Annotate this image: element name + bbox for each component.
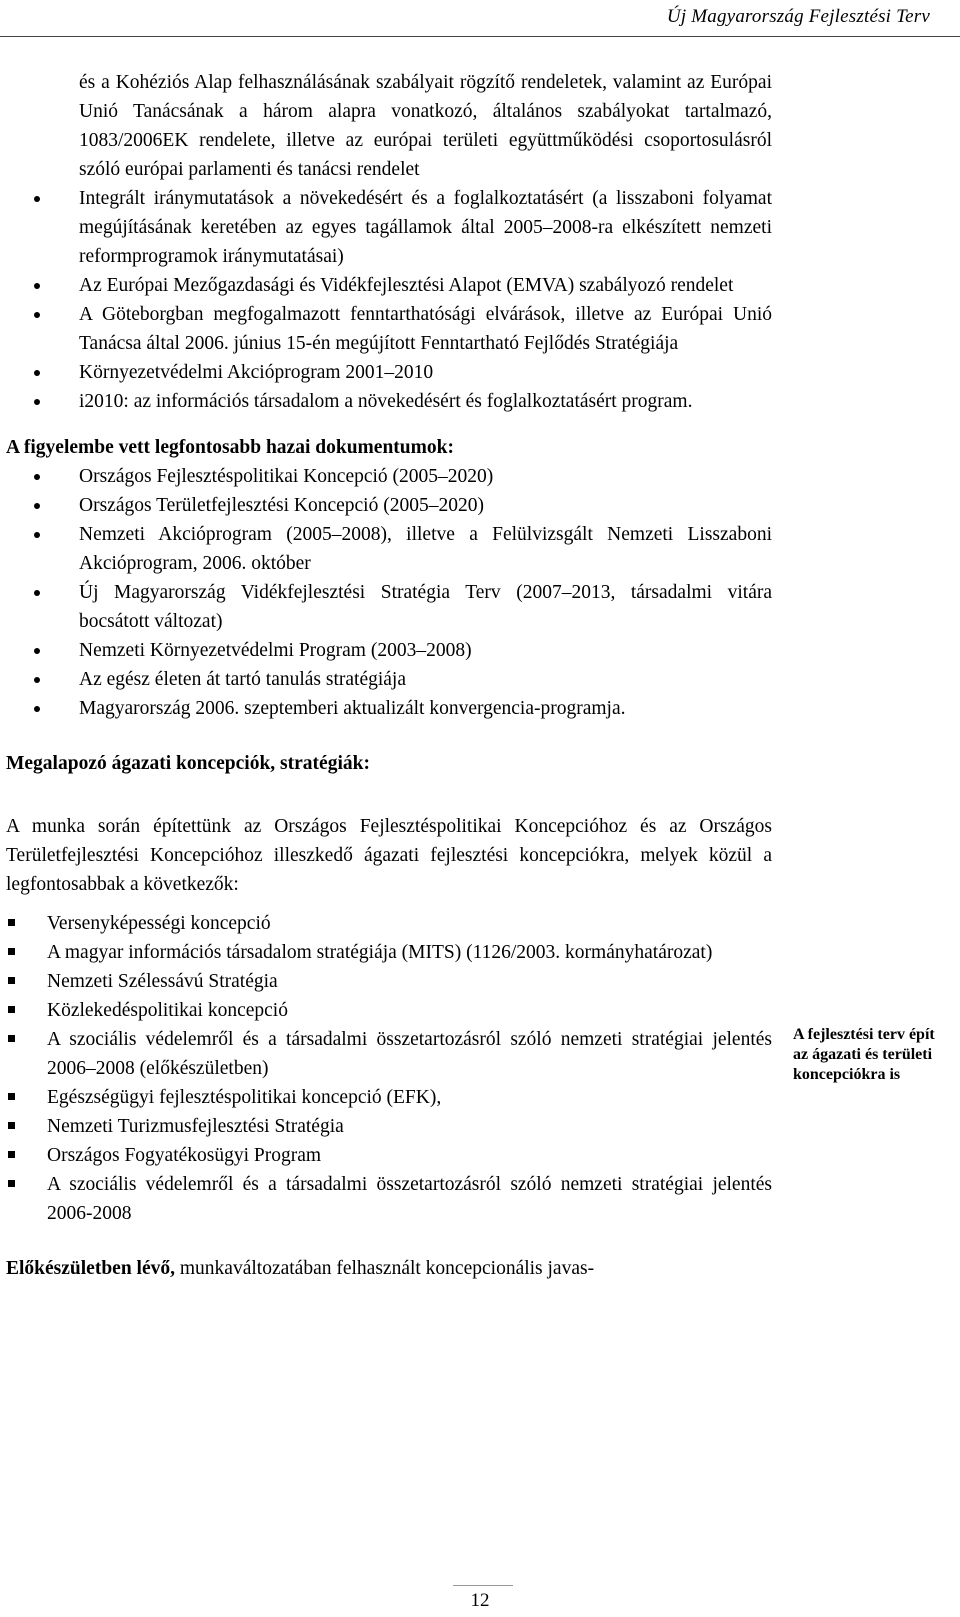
list-item: Az egész életen át tartó tanulás stratégiája <box>6 665 772 694</box>
list-item: Nemzeti Környezetvédelmi Program (2003–2008) <box>6 636 772 665</box>
list-item: Országos Területfejlesztési Koncepció (2005–2020) <box>6 491 772 520</box>
list-item: A szociális védelemről és a társadalmi összetartozásról szóló nemzeti stratégiai jelentés 2006-2008 <box>6 1170 772 1228</box>
list-item: Magyarország 2006. szeptemberi aktualizált konvergencia-programja. <box>6 694 772 723</box>
margin-note: A fejlesztési terv épít az ágazati és területi koncepciókra is <box>793 1026 935 1083</box>
list-item: Országos Fejlesztéspolitikai Koncepció (2005–2020) <box>6 462 772 491</box>
list-item: Az Európai Mezőgazdasági és Vidékfejlesztési Alapot (EMVA) szabályozó rendelet <box>6 271 772 300</box>
page-number: 12 <box>470 1590 490 1611</box>
domestic-heading: A figyelembe vett legfontosabb hazai dokumentumok: <box>6 437 454 458</box>
document-title: Új Magyarország Fejlesztési Terv <box>666 6 930 27</box>
closing-paragraph <box>6 1254 772 1283</box>
list-item: A Göteborgban megfogalmazott fenntarthatósági elvárások, illetve az Európai Unió Tanácsa által 2006. június 15-én megújított Fenntartható Fejlődés Stratégiája <box>6 300 772 358</box>
list-item: Nemzeti Akcióprogram (2005–2008), illetve a Felülvizsgált Nemzeti Lisszaboni Akcióprogram, 2006. október <box>6 520 772 578</box>
list-item: Nemzeti Turizmusfejlesztési Stratégia <box>6 1112 772 1141</box>
closing-bold: Előkészületben lévő, <box>6 1258 175 1279</box>
list-item: A szociális védelemről és a társadalmi összetartozásról szóló nemzeti stratégiai jelentés 2006–2008 (előkészületben) <box>6 1025 772 1083</box>
main-text <box>6 68 772 1283</box>
list-item: i2010: az információs társadalom a növekedésért és foglalkoztatásért program. <box>6 387 772 416</box>
eu-documents-list <box>6 184 772 416</box>
sector-intro: A munka során építettünk az Országos Fejlesztéspolitikai Koncepcióhoz és az Országos Területfejlesztési Koncepcióhoz illeszkedő ágazati fejlesztési koncepciókra, melyek közül a legfontosabbak a következők: <box>6 816 772 895</box>
closing-rest: munkaváltozatában felhasznált koncepcionális javas- <box>175 1258 595 1279</box>
list-item: Környezetvédelmi Akcióprogram 2001–2010 <box>6 358 772 387</box>
continuation-paragraph: és a Kohéziós Alap felhasználásának szabályait rögzítő rendeletek, valamint az Európai Unió Tanácsának a három alapra vonatkozó, általános szabályokat tartalmazó, 1083/2006EK rendelete, illetve az európai területi együttműködési csoportosulásról szóló európai parlamenti és tanácsi rendelet <box>79 72 772 180</box>
list-item: Versenyképességi koncepció <box>6 909 772 938</box>
page-header <box>0 0 960 37</box>
sector-heading: Megalapozó ágazati koncepciók, stratégiák: <box>6 753 370 774</box>
domestic-documents-list <box>6 462 772 723</box>
list-item: Egészségügyi fejlesztéspolitikai koncepció (EFK), <box>6 1083 772 1112</box>
sector-strategies-list <box>6 909 772 1228</box>
list-item: Közlekedéspolitikai koncepció <box>6 996 772 1025</box>
footer-divider <box>453 1585 513 1586</box>
list-item: Országos Fogyatékosügyi Program <box>6 1141 772 1170</box>
list-item: Integrált iránymutatások a növekedésért és a foglalkoztatásért (a lisszaboni folyamat megújításának keretében az egyes tagállamok által 2005–2008-ra elkészített nemzeti reformprogramok iránymutatásai) <box>6 184 772 271</box>
list-item: Új Magyarország Vidékfejlesztési Stratégia Terv (2007–2013, társadalmi vitára bocsátott változat) <box>6 578 772 636</box>
list-item: Nemzeti Szélessávú Stratégia <box>6 967 772 996</box>
list-item: A magyar információs társadalom stratégiája (MITS) (1126/2003. kormányhatározat) <box>6 938 772 967</box>
